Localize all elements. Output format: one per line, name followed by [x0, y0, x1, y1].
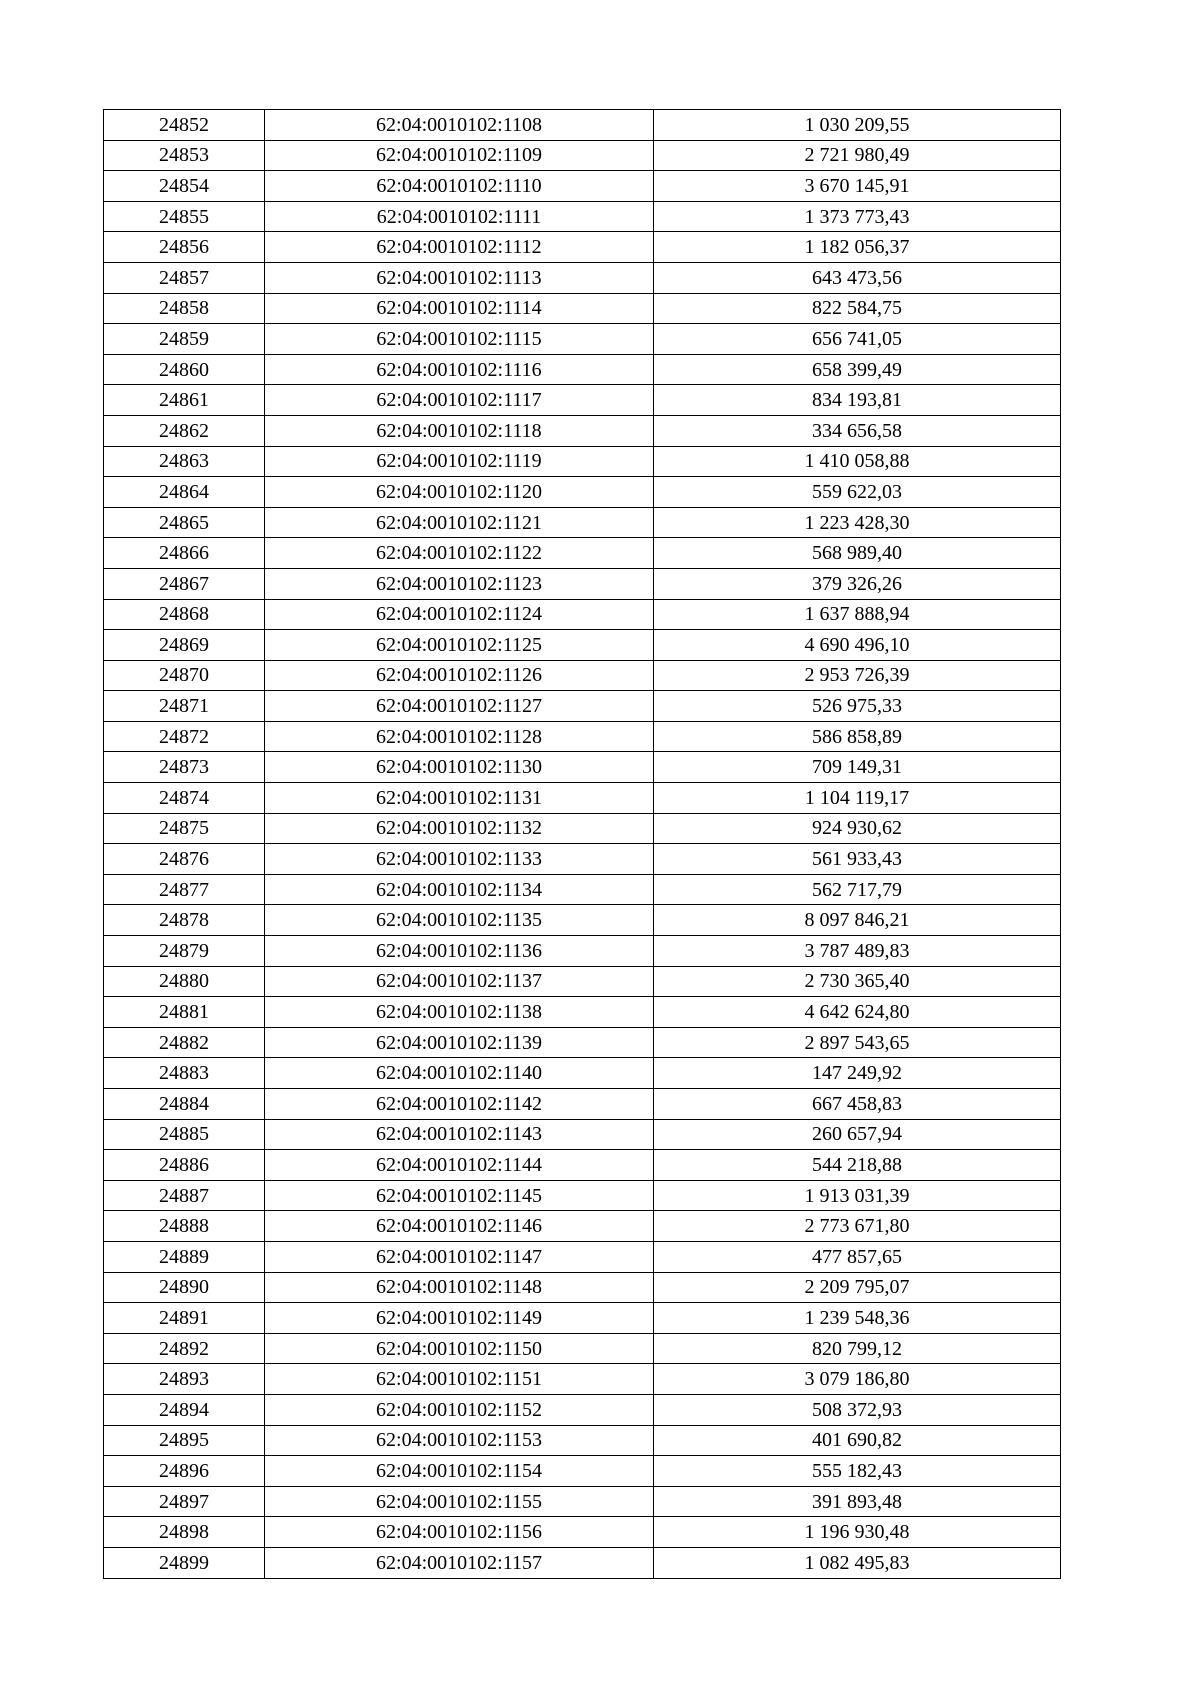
cadastral-number-cell: 62:04:0010102:1148 [265, 1272, 654, 1303]
cadastral-value-cell: 2 953 726,39 [654, 660, 1061, 691]
cadastral-number-cell: 62:04:0010102:1135 [265, 905, 654, 936]
row-number-cell: 24863 [104, 446, 265, 477]
row-number-cell: 24889 [104, 1241, 265, 1272]
row-number-cell: 24858 [104, 293, 265, 324]
row-number-cell: 24890 [104, 1272, 265, 1303]
cadastral-number-cell: 62:04:0010102:1114 [265, 293, 654, 324]
cadastral-value-cell: 544 218,88 [654, 1150, 1061, 1181]
cadastral-value-cell: 1 082 495,83 [654, 1547, 1061, 1578]
cadastral-value-cell: 1 030 209,55 [654, 110, 1061, 141]
cadastral-value-cell: 477 857,65 [654, 1241, 1061, 1272]
cadastral-value-cell: 667 458,83 [654, 1089, 1061, 1120]
row-number-cell: 24870 [104, 660, 265, 691]
cadastral-number-cell: 62:04:0010102:1139 [265, 1027, 654, 1058]
cadastral-value-cell: 3 079 186,80 [654, 1364, 1061, 1395]
table-row [104, 415, 1061, 446]
cadastral-number-cell: 62:04:0010102:1153 [265, 1425, 654, 1456]
table-row [104, 1333, 1061, 1364]
table-row [104, 599, 1061, 630]
cadastral-number-cell: 62:04:0010102:1119 [265, 446, 654, 477]
cadastral-value-cell: 147 249,92 [654, 1058, 1061, 1089]
table-row [104, 446, 1061, 477]
cadastral-value-cell: 924 930,62 [654, 813, 1061, 844]
cadastral-value-cell: 643 473,56 [654, 262, 1061, 293]
table-row [104, 1517, 1061, 1548]
cadastral-value-cell: 1 182 056,37 [654, 232, 1061, 263]
table-row [104, 721, 1061, 752]
row-number-cell: 24868 [104, 599, 265, 630]
row-number-cell: 24872 [104, 721, 265, 752]
cadastral-number-cell: 62:04:0010102:1108 [265, 110, 654, 141]
table-row [104, 1089, 1061, 1120]
table-body [104, 110, 1061, 1579]
cadastral-value-cell: 3 670 145,91 [654, 171, 1061, 202]
table-row [104, 874, 1061, 905]
cadastral-number-cell: 62:04:0010102:1118 [265, 415, 654, 446]
table-row [104, 477, 1061, 508]
row-number-cell: 24899 [104, 1547, 265, 1578]
table-row [104, 813, 1061, 844]
cadastral-number-cell: 62:04:0010102:1109 [265, 140, 654, 171]
cadastral-number-cell: 62:04:0010102:1146 [265, 1211, 654, 1242]
cadastral-number-cell: 62:04:0010102:1144 [265, 1150, 654, 1181]
cadastral-value-cell: 822 584,75 [654, 293, 1061, 324]
table-row [104, 171, 1061, 202]
cadastral-number-cell: 62:04:0010102:1126 [265, 660, 654, 691]
cadastral-number-cell: 62:04:0010102:1112 [265, 232, 654, 263]
cadastral-number-cell: 62:04:0010102:1123 [265, 568, 654, 599]
row-number-cell: 24884 [104, 1089, 265, 1120]
table-row [104, 262, 1061, 293]
table-row [104, 385, 1061, 416]
cadastral-value-cell: 1 104 119,17 [654, 783, 1061, 814]
cadastral-value-cell: 1 410 058,88 [654, 446, 1061, 477]
table-row [104, 966, 1061, 997]
cadastral-value-cell: 555 182,43 [654, 1456, 1061, 1487]
row-number-cell: 24866 [104, 538, 265, 569]
table-row [104, 1241, 1061, 1272]
cadastral-value-cell: 656 741,05 [654, 324, 1061, 355]
cadastral-value-cell: 709 149,31 [654, 752, 1061, 783]
cadastral-value-cell: 1 637 888,94 [654, 599, 1061, 630]
row-number-cell: 24885 [104, 1119, 265, 1150]
cadastral-value-cell: 1 223 428,30 [654, 507, 1061, 538]
table-row [104, 201, 1061, 232]
cadastral-value-cell: 2 209 795,07 [654, 1272, 1061, 1303]
row-number-cell: 24880 [104, 966, 265, 997]
table-row [104, 538, 1061, 569]
cadastral-number-cell: 62:04:0010102:1133 [265, 844, 654, 875]
table-row [104, 1272, 1061, 1303]
cadastral-number-cell: 62:04:0010102:1120 [265, 477, 654, 508]
row-number-cell: 24881 [104, 997, 265, 1028]
cadastral-value-cell: 658 399,49 [654, 354, 1061, 385]
row-number-cell: 24891 [104, 1303, 265, 1334]
cadastral-value-cell: 1 913 031,39 [654, 1180, 1061, 1211]
table-row [104, 324, 1061, 355]
row-number-cell: 24893 [104, 1364, 265, 1395]
cadastral-number-cell: 62:04:0010102:1154 [265, 1456, 654, 1487]
cadastral-number-cell: 62:04:0010102:1117 [265, 385, 654, 416]
table-row [104, 752, 1061, 783]
cadastral-value-cell: 820 799,12 [654, 1333, 1061, 1364]
cadastral-value-cell: 334 656,58 [654, 415, 1061, 446]
row-number-cell: 24857 [104, 262, 265, 293]
cadastral-value-cell: 260 657,94 [654, 1119, 1061, 1150]
row-number-cell: 24876 [104, 844, 265, 875]
row-number-cell: 24855 [104, 201, 265, 232]
cadastral-number-cell: 62:04:0010102:1152 [265, 1394, 654, 1425]
cadastral-value-cell: 379 326,26 [654, 568, 1061, 599]
row-number-cell: 24859 [104, 324, 265, 355]
cadastral-number-cell: 62:04:0010102:1131 [265, 783, 654, 814]
cadastral-number-cell: 62:04:0010102:1125 [265, 630, 654, 661]
cadastral-value-table [103, 109, 1061, 1579]
row-number-cell: 24892 [104, 1333, 265, 1364]
cadastral-value-cell: 8 097 846,21 [654, 905, 1061, 936]
row-number-cell: 24869 [104, 630, 265, 661]
row-number-cell: 24861 [104, 385, 265, 416]
row-number-cell: 24871 [104, 691, 265, 722]
cadastral-number-cell: 62:04:0010102:1157 [265, 1547, 654, 1578]
row-number-cell: 24878 [104, 905, 265, 936]
table-row [104, 691, 1061, 722]
cadastral-value-cell: 391 893,48 [654, 1486, 1061, 1517]
cadastral-number-cell: 62:04:0010102:1140 [265, 1058, 654, 1089]
table-row [104, 1394, 1061, 1425]
cadastral-value-cell: 561 933,43 [654, 844, 1061, 875]
table-row [104, 1364, 1061, 1395]
row-number-cell: 24895 [104, 1425, 265, 1456]
cadastral-number-cell: 62:04:0010102:1150 [265, 1333, 654, 1364]
table-row [104, 844, 1061, 875]
table-row [104, 1180, 1061, 1211]
cadastral-value-cell: 2 730 365,40 [654, 966, 1061, 997]
cadastral-value-cell: 586 858,89 [654, 721, 1061, 752]
table-row [104, 783, 1061, 814]
cadastral-number-cell: 62:04:0010102:1134 [265, 874, 654, 905]
row-number-cell: 24856 [104, 232, 265, 263]
cadastral-value-cell: 2 721 980,49 [654, 140, 1061, 171]
cadastral-number-cell: 62:04:0010102:1124 [265, 599, 654, 630]
row-number-cell: 24897 [104, 1486, 265, 1517]
row-number-cell: 24862 [104, 415, 265, 446]
row-number-cell: 24896 [104, 1456, 265, 1487]
row-number-cell: 24874 [104, 783, 265, 814]
cadastral-value-cell: 2 773 671,80 [654, 1211, 1061, 1242]
row-number-cell: 24879 [104, 936, 265, 967]
cadastral-number-cell: 62:04:0010102:1137 [265, 966, 654, 997]
cadastral-number-cell: 62:04:0010102:1151 [265, 1364, 654, 1395]
cadastral-number-cell: 62:04:0010102:1111 [265, 201, 654, 232]
table-row [104, 1211, 1061, 1242]
cadastral-value-cell: 508 372,93 [654, 1394, 1061, 1425]
table-row [104, 660, 1061, 691]
table-row [104, 936, 1061, 967]
cadastral-value-cell: 4 690 496,10 [654, 630, 1061, 661]
cadastral-number-cell: 62:04:0010102:1116 [265, 354, 654, 385]
table-row [104, 1547, 1061, 1578]
cadastral-number-cell: 62:04:0010102:1132 [265, 813, 654, 844]
row-number-cell: 24882 [104, 1027, 265, 1058]
row-number-cell: 24887 [104, 1180, 265, 1211]
cadastral-number-cell: 62:04:0010102:1142 [265, 1089, 654, 1120]
cadastral-number-cell: 62:04:0010102:1143 [265, 1119, 654, 1150]
cadastral-number-cell: 62:04:0010102:1121 [265, 507, 654, 538]
row-number-cell: 24898 [104, 1517, 265, 1548]
row-number-cell: 24883 [104, 1058, 265, 1089]
row-number-cell: 24877 [104, 874, 265, 905]
cadastral-number-cell: 62:04:0010102:1113 [265, 262, 654, 293]
table-row [104, 1486, 1061, 1517]
cadastral-value-cell: 1 373 773,43 [654, 201, 1061, 232]
table-row [104, 354, 1061, 385]
cadastral-value-cell: 562 717,79 [654, 874, 1061, 905]
row-number-cell: 24853 [104, 140, 265, 171]
table-row [104, 905, 1061, 936]
cadastral-number-cell: 62:04:0010102:1147 [265, 1241, 654, 1272]
row-number-cell: 24894 [104, 1394, 265, 1425]
table-row [104, 507, 1061, 538]
cadastral-number-cell: 62:04:0010102:1115 [265, 324, 654, 355]
cadastral-value-cell: 568 989,40 [654, 538, 1061, 569]
cadastral-value-cell: 1 239 548,36 [654, 1303, 1061, 1334]
cadastral-number-cell: 62:04:0010102:1155 [265, 1486, 654, 1517]
row-number-cell: 24865 [104, 507, 265, 538]
cadastral-value-cell: 559 622,03 [654, 477, 1061, 508]
table-row [104, 110, 1061, 141]
table-row [104, 1303, 1061, 1334]
cadastral-value-cell: 526 975,33 [654, 691, 1061, 722]
row-number-cell: 24888 [104, 1211, 265, 1242]
row-number-cell: 24867 [104, 568, 265, 599]
table-row [104, 232, 1061, 263]
cadastral-number-cell: 62:04:0010102:1156 [265, 1517, 654, 1548]
cadastral-number-cell: 62:04:0010102:1145 [265, 1180, 654, 1211]
table-row [104, 140, 1061, 171]
row-number-cell: 24854 [104, 171, 265, 202]
cadastral-value-cell: 1 196 930,48 [654, 1517, 1061, 1548]
cadastral-number-cell: 62:04:0010102:1110 [265, 171, 654, 202]
cadastral-value-cell: 3 787 489,83 [654, 936, 1061, 967]
cadastral-number-cell: 62:04:0010102:1138 [265, 997, 654, 1028]
cadastral-number-cell: 62:04:0010102:1128 [265, 721, 654, 752]
cadastral-value-cell: 834 193,81 [654, 385, 1061, 416]
table-row [104, 568, 1061, 599]
row-number-cell: 24860 [104, 354, 265, 385]
table-row [104, 293, 1061, 324]
cadastral-number-cell: 62:04:0010102:1130 [265, 752, 654, 783]
cadastral-number-cell: 62:04:0010102:1149 [265, 1303, 654, 1334]
cadastral-value-cell: 4 642 624,80 [654, 997, 1061, 1028]
table-row [104, 1150, 1061, 1181]
row-number-cell: 24864 [104, 477, 265, 508]
table-row [104, 1058, 1061, 1089]
row-number-cell: 24886 [104, 1150, 265, 1181]
table-row [104, 1456, 1061, 1487]
table-row [104, 630, 1061, 661]
table-row [104, 1027, 1061, 1058]
row-number-cell: 24875 [104, 813, 265, 844]
cadastral-number-cell: 62:04:0010102:1122 [265, 538, 654, 569]
table-row [104, 997, 1061, 1028]
table-row [104, 1425, 1061, 1456]
cadastral-number-cell: 62:04:0010102:1127 [265, 691, 654, 722]
cadastral-number-cell: 62:04:0010102:1136 [265, 936, 654, 967]
cadastral-value-cell: 401 690,82 [654, 1425, 1061, 1456]
row-number-cell: 24852 [104, 110, 265, 141]
row-number-cell: 24873 [104, 752, 265, 783]
cadastral-value-cell: 2 897 543,65 [654, 1027, 1061, 1058]
table-row [104, 1119, 1061, 1150]
